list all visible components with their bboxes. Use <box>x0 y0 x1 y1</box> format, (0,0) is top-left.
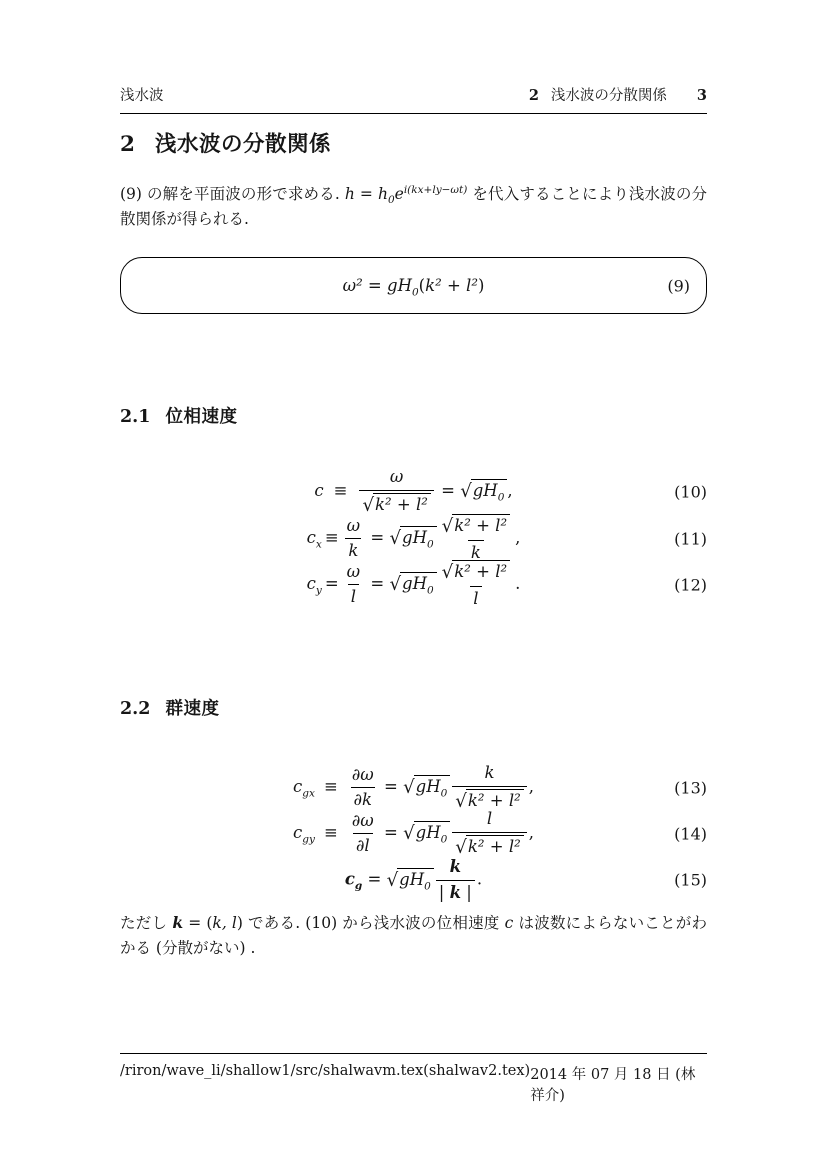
header-doc-title: 浅水波 <box>120 88 164 104</box>
equation-13-body: $c_{gx}$ ≡ $\frac{\partial\omega}{\partial k}$ = $√gH_0$ $\frac{k}{\text{√k² + l²}}$ , <box>293 763 534 812</box>
closing-paragraph: ただし k = (k, l) である. (10) から浅水波の位相速度 c は波数によらないことがわかる (分散がない) . <box>120 913 707 958</box>
plane-wave-inline-math: $h = h_0e^{i(kx+ly-\omega t)}$ <box>344 183 468 207</box>
header-section-area <box>529 84 707 105</box>
subsection-number-phase: 2.1 <box>120 407 151 427</box>
subsection-number-group: 2.2 <box>120 699 151 719</box>
intro-paragraph <box>120 182 707 233</box>
equation-14-number: (14) <box>674 824 707 844</box>
equation-12-body: $c_y$ = $\frac{\omega}{l}$ = $√gH_0$ $\frac{\text{√k² + l²}}{l}$ . <box>306 561 521 608</box>
equation-12-number: (12) <box>674 575 707 595</box>
intro-text-after: を代入することにより浅水波の分散関係が得られる. <box>120 185 707 229</box>
section-heading <box>120 127 707 158</box>
subsection-heading-phase-velocity <box>120 403 707 428</box>
equation-11-body: $c_x$ ≡ $\frac{\omega}{k}$ = $√gH_0$ $\frac{\text{√k² + l²}}{k}$ , <box>306 515 521 562</box>
page-header <box>120 84 707 114</box>
header-section-label: 浅水波の分散関係 <box>550 88 667 104</box>
subsection-title-phase: 位相速度 <box>165 407 238 427</box>
equation-10-number: (10) <box>674 482 707 502</box>
subsection-heading-group-velocity <box>120 695 707 720</box>
subsection-title-group: 群速度 <box>165 699 220 719</box>
intro-text-before: (9) の解を平面波の形で求める. <box>120 185 345 203</box>
equation-12 <box>120 560 707 609</box>
equation-14 <box>120 809 707 858</box>
boxed-dispersion-relation <box>120 257 707 314</box>
equation-15-number: (15) <box>674 870 707 890</box>
header-page-number: 3 <box>696 87 707 104</box>
equation-10 <box>120 467 707 516</box>
equation-9-number: (9) <box>667 276 690 295</box>
equation-11 <box>120 514 707 563</box>
equation-14-body: $c_{gy}$ ≡ $\frac{\partial\omega}{\partial l}$ = $√gH_0$ $\frac{l}{\text{√k² + l²}}$ , <box>293 809 534 858</box>
section-number: 2 <box>120 132 135 157</box>
equation-9-body: $\omega^2 = gH_0(k^2 + l^2)$ <box>342 276 485 299</box>
footer-date: 2014 年 07 月 18 日 (林 祥介) <box>530 1067 696 1104</box>
equation-15 <box>120 857 707 903</box>
equation-13-number: (13) <box>674 778 707 798</box>
page-footer <box>120 1053 707 1105</box>
equation-15-body: $c_g = √gH_0$ $\frac{k}{| k |}$ . <box>344 857 483 902</box>
equation-13 <box>120 763 707 812</box>
equation-11-number: (11) <box>674 529 707 549</box>
section-title: 浅水波の分散関係 <box>154 132 331 157</box>
equation-10-body: c ≡ $\frac{\omega}{\text{√k² + l²}}$ = $√gH_0$ , <box>314 467 513 516</box>
header-section-number: 2 <box>528 87 539 104</box>
footer-path: /riron/wave_li/shallow1/src/shalwavm.tex(shalwav2.tex) <box>120 1063 531 1079</box>
